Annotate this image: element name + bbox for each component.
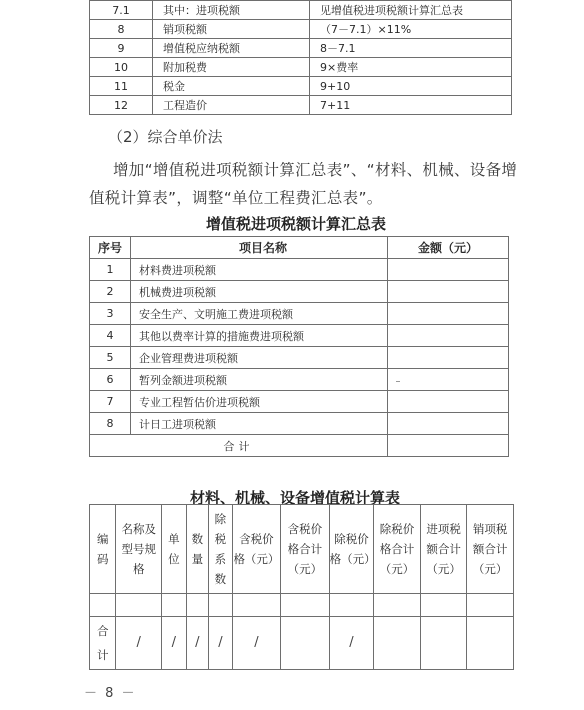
row-number: 11 — [90, 77, 153, 96]
header-cell — [90, 505, 116, 594]
row-item: 企业管理费进项税额 — [131, 347, 388, 369]
total-value: / — [232, 617, 280, 670]
table-total-row — [90, 617, 514, 670]
section-heading: （2）综合单价法 — [108, 128, 223, 146]
header-text: 格合计 — [287, 542, 323, 556]
header-text: 税 — [214, 532, 227, 546]
page-number: － 8 － — [84, 686, 137, 701]
table-row — [90, 1, 512, 20]
header-text: 含税价 — [287, 522, 323, 536]
row-number: 7.1 — [90, 1, 153, 20]
row-amount — [388, 391, 509, 413]
table-row — [90, 391, 509, 413]
row-item: 其他以费率计算的措施费进项税额 — [131, 325, 388, 347]
header-text: 数 — [191, 532, 204, 546]
header-no: 序号 — [90, 237, 131, 259]
table-row — [90, 39, 512, 58]
row-basis: 9+10 — [310, 77, 512, 96]
row-amount — [388, 259, 509, 281]
table-total-row — [90, 435, 509, 457]
row-number: 1 — [90, 259, 131, 281]
table-row — [90, 369, 509, 391]
row-amount — [388, 347, 509, 369]
row-number: 9 — [90, 39, 153, 58]
table-header-row — [90, 505, 514, 594]
header-text: 进项税 — [426, 522, 461, 536]
row-number: 6 — [90, 369, 131, 391]
empty-cell — [329, 594, 374, 617]
empty-cell — [467, 594, 514, 617]
empty-cell — [162, 594, 187, 617]
total-value — [420, 617, 467, 670]
pen-mark — [396, 381, 400, 382]
row-number: 7 — [90, 391, 131, 413]
row-number: 4 — [90, 325, 131, 347]
header-text: 除税价 — [334, 532, 369, 546]
cost-summary-table-body — [90, 1, 512, 115]
header-text: 位 — [168, 552, 180, 566]
table-row — [90, 413, 509, 435]
header-cell — [420, 505, 467, 594]
row-item: 暂列金额进项税额 — [131, 369, 388, 391]
row-number: 10 — [90, 58, 153, 77]
row-item: 专业工程暂估价进项税额 — [131, 391, 388, 413]
total-value: / — [329, 617, 374, 670]
header-text: 额合计 — [472, 542, 508, 556]
total-label-text: 合 — [96, 624, 109, 638]
header-text: （元） — [287, 562, 323, 576]
header-text: 系 — [214, 552, 227, 566]
row-name: 税金 — [153, 77, 310, 96]
row-amount — [388, 303, 509, 325]
row-item: 计日工进项税额 — [131, 413, 388, 435]
row-name: 销项税额 — [153, 20, 310, 39]
empty-cell — [209, 594, 233, 617]
header-item: 项目名称 — [131, 237, 388, 259]
row-amount — [388, 369, 509, 391]
table-row — [90, 77, 512, 96]
header-text: 格合计 — [379, 542, 415, 556]
total-value — [281, 617, 329, 670]
row-basis: 8－7.1 — [310, 39, 512, 58]
header-amount: 金额（元） — [388, 237, 509, 259]
row-basis: （7－7.1）×11% — [310, 20, 512, 39]
table-row — [90, 347, 509, 369]
total-label — [90, 617, 116, 670]
header-text: 格（元） — [329, 552, 376, 566]
header-text: （元） — [472, 562, 508, 576]
cost-summary-table — [89, 0, 512, 115]
section-paragraph-line-1: 增加“增值税进项税额计算汇总表”、“材料、机械、设备增 — [113, 161, 518, 179]
row-amount — [388, 281, 509, 303]
header-cell — [281, 505, 329, 594]
row-name: 其中：进项税额 — [153, 1, 310, 20]
material-vat-table-title: 材料、机械、设备增值税计算表 — [190, 489, 401, 507]
empty-cell — [232, 594, 280, 617]
header-text: 除税价 — [379, 522, 415, 536]
header-text: 名称及 — [121, 522, 156, 536]
total-value: / — [116, 617, 162, 670]
header-cell — [186, 505, 209, 594]
header-text: 单 — [168, 532, 180, 546]
row-basis: 7+11 — [310, 96, 512, 115]
empty-cell — [90, 594, 116, 617]
header-cell — [209, 505, 233, 594]
table-row — [90, 259, 509, 281]
header-cell — [162, 505, 187, 594]
header-text: 码 — [96, 552, 109, 566]
total-value — [467, 617, 514, 670]
header-text: 型号规 — [121, 542, 156, 556]
material-vat-table — [89, 504, 514, 670]
empty-cell — [186, 594, 209, 617]
row-number: 8 — [90, 20, 153, 39]
row-item: 机械费进项税额 — [131, 281, 388, 303]
input-vat-summary-table — [89, 236, 509, 457]
row-item: 安全生产、文明施工费进项税额 — [131, 303, 388, 325]
row-basis: 见增值税进项税额计算汇总表 — [310, 1, 512, 20]
table-header-row — [90, 237, 509, 259]
total-label: 合计 — [90, 435, 388, 457]
row-number: 8 — [90, 413, 131, 435]
total-value — [374, 617, 421, 670]
header-text: （元） — [379, 562, 415, 576]
header-text: 销项税 — [472, 522, 508, 536]
table-empty-row — [90, 594, 514, 617]
total-value: / — [162, 617, 187, 670]
row-amount — [388, 413, 509, 435]
header-text: 格（元） — [233, 552, 280, 566]
header-cell — [467, 505, 514, 594]
empty-cell — [281, 594, 329, 617]
header-text: 量 — [191, 552, 204, 566]
row-number: 5 — [90, 347, 131, 369]
section-paragraph-line-2: 值税计算表”，调整“单位工程费汇总表”。 — [89, 189, 383, 207]
row-name: 增值税应纳税额 — [153, 39, 310, 58]
input-vat-summary-title: 增值税进项税额计算汇总表 — [206, 215, 387, 233]
row-number: 12 — [90, 96, 153, 115]
row-amount — [388, 325, 509, 347]
input-vat-summary-body — [90, 259, 509, 457]
header-cell — [329, 505, 374, 594]
row-number: 3 — [90, 303, 131, 325]
header-text: 含税价 — [239, 532, 274, 546]
row-name: 附加税费 — [153, 58, 310, 77]
empty-cell — [374, 594, 421, 617]
table-row — [90, 281, 509, 303]
table-row — [90, 325, 509, 347]
header-text: 额合计 — [426, 542, 461, 556]
table-row — [90, 20, 512, 39]
total-value: / — [186, 617, 209, 670]
row-name: 工程造价 — [153, 96, 310, 115]
header-text: 除 — [214, 512, 227, 526]
empty-cell — [420, 594, 467, 617]
table-row — [90, 58, 512, 77]
row-number: 2 — [90, 281, 131, 303]
header-cell — [232, 505, 280, 594]
table-row — [90, 96, 512, 115]
total-value: / — [209, 617, 233, 670]
row-item: 材料费进项税额 — [131, 259, 388, 281]
header-cell — [374, 505, 421, 594]
header-cell — [116, 505, 162, 594]
total-amount — [388, 435, 509, 457]
header-text: 格 — [133, 562, 145, 576]
empty-cell — [116, 594, 162, 617]
total-label-text: 计 — [96, 648, 109, 662]
header-text: 数 — [214, 572, 227, 586]
row-basis: 9×费率 — [310, 58, 512, 77]
header-text: （元） — [426, 562, 461, 576]
header-text: 编 — [96, 532, 109, 546]
table-row — [90, 303, 509, 325]
